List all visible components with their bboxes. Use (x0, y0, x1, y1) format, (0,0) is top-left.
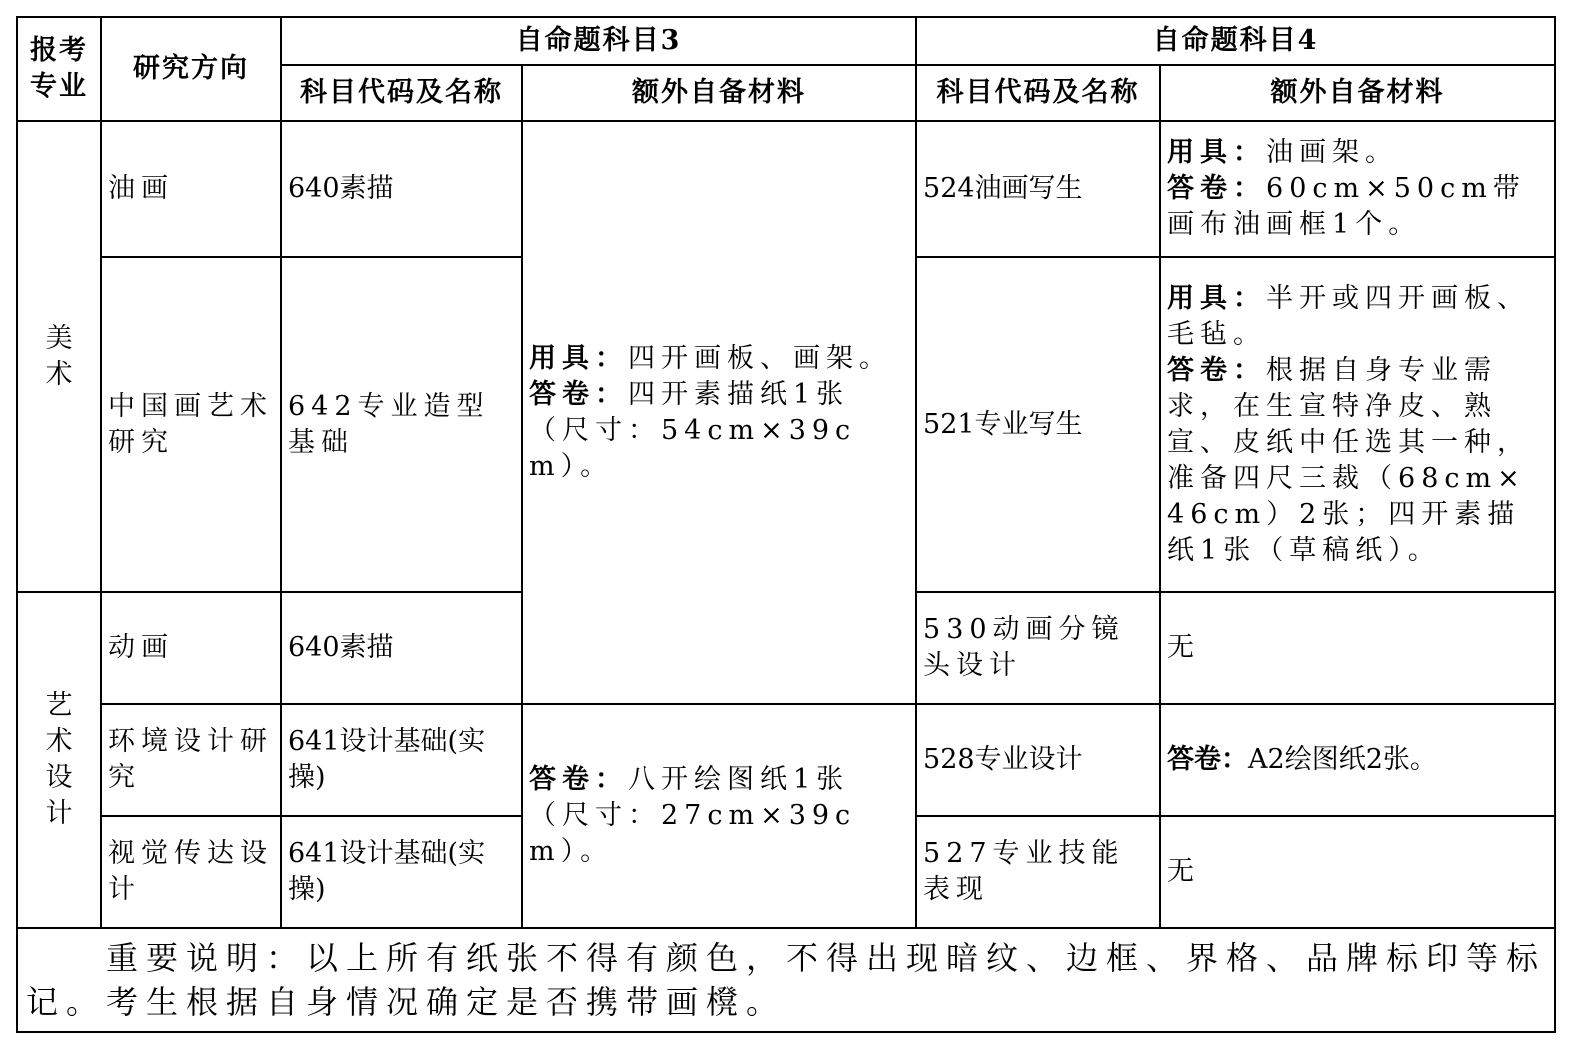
material-text: 60cm×50cm带画布油画框1个。 (1167, 173, 1526, 240)
material-text: 四开素描纸1张（尺寸：54cm×39cm）。 (529, 378, 857, 482)
s4-materials-cell (1160, 257, 1555, 592)
s3-material-line (529, 762, 909, 870)
direction-cell: 视觉传达设计 (101, 816, 281, 928)
header-subject4: 自命题科目4 (916, 17, 1555, 65)
material-text: A2绘图纸2张。 (1248, 744, 1437, 775)
material-text: 四开画板、画架。 (628, 342, 892, 374)
s4-code-cell: 521专业写生 (916, 257, 1160, 592)
major-fine-arts-char: 美 (45, 322, 73, 354)
important-note-text: 重要说明：以上所有纸张不得有颜色，不得出现暗纹、边框、界格、品牌标印等标记。考生根据自身情况确定是否携带画櫈。 (26, 939, 1547, 1021)
s3-code-cell: 641设计基础(实操) (281, 816, 522, 928)
material-text: 油画架。 (1266, 137, 1399, 168)
s4-materials-cell (1160, 121, 1555, 257)
s4-code-cell: 527专业技能表现 (916, 816, 1160, 928)
s4-materials-cell: 无 (1160, 592, 1555, 704)
header-major-line2: 专业 (30, 71, 88, 102)
direction-cell: 环境设计研究 (101, 704, 281, 816)
s4-material-line (1167, 281, 1548, 353)
s3-materials-group2 (522, 704, 916, 928)
material-label: 答卷： (1167, 173, 1267, 204)
header-s3-extra-materials: 额外自备材料 (522, 65, 916, 121)
header-major-line1: 报考 (30, 35, 88, 66)
s3-material-line (529, 377, 909, 485)
header-s4-extra-materials: 额外自备材料 (1160, 65, 1555, 121)
major-art-design-char: 术 (45, 726, 73, 757)
major-fine-arts (17, 121, 101, 592)
header-s4-code-name: 科目代码及名称 (916, 65, 1160, 121)
header-major (17, 17, 101, 121)
major-art-design-char: 艺 (45, 690, 73, 721)
s3-material-line (529, 341, 909, 377)
s4-material-line (1167, 353, 1548, 569)
material-text: 半开或四开画板、毛毡。 (1167, 282, 1531, 350)
material-label: 用具： (1167, 282, 1267, 314)
s4-code-cell: 530动画分镜头设计 (916, 592, 1160, 704)
direction-cell: 油画 (101, 121, 281, 257)
header-direction: 研究方向 (101, 17, 281, 121)
major-art-design-char: 计 (45, 798, 73, 829)
s4-material-line (1167, 135, 1548, 171)
exam-materials-table (16, 16, 1556, 1033)
s4-code-cell: 528专业设计 (916, 704, 1160, 816)
material-label: 答卷： (529, 764, 628, 795)
material-label: 用具： (1167, 137, 1267, 168)
material-text: 根据自身专业需求，在生宣特净皮、熟宣、皮纸中任选其一种，准备四尺三裁（68cm×46cm）2张；四开素描纸1张（草稿纸）。 (1167, 354, 1531, 566)
material-label: 答卷： (1167, 354, 1267, 386)
material-label: 用具： (529, 342, 628, 374)
material-label: 答卷： (1167, 744, 1249, 775)
s3-code-cell: 642专业造型基础 (281, 257, 522, 592)
header-subject3: 自命题科目3 (281, 17, 916, 65)
s3-code-cell: 640素描 (281, 592, 522, 704)
s3-code-cell: 640素描 (281, 121, 522, 257)
material-label: 答卷： (529, 378, 628, 410)
material-text: 八开绘图纸1张（尺寸：27cm×39cm）。 (529, 764, 857, 867)
major-fine-arts-char: 术 (45, 358, 73, 390)
s4-materials-cell (1160, 704, 1555, 816)
s4-materials-cell: 无 (1160, 816, 1555, 928)
s4-material-line (1167, 171, 1548, 243)
s4-code-cell: 524油画写生 (916, 121, 1160, 257)
direction-cell: 动画 (101, 592, 281, 704)
major-art-design-char: 设 (45, 762, 73, 793)
major-art-design (17, 592, 101, 928)
important-note (17, 928, 1555, 1032)
s3-materials-group1 (522, 121, 916, 704)
direction-cell: 中国画艺术研究 (101, 257, 281, 592)
s3-code-cell: 641设计基础(实操) (281, 704, 522, 816)
header-s3-code-name: 科目代码及名称 (281, 65, 522, 121)
s4-material-line (1167, 742, 1548, 778)
